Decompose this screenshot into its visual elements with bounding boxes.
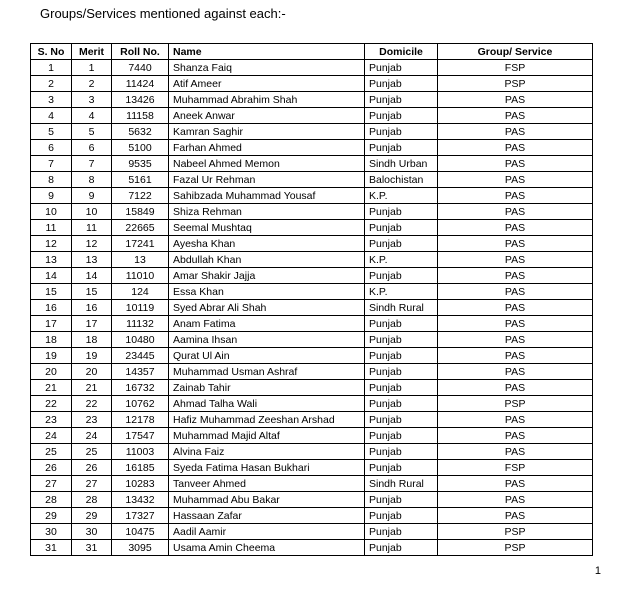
sno-cell: 14 bbox=[31, 268, 72, 284]
merit-cell: 6 bbox=[72, 140, 112, 156]
name-cell: Aadil Aamir bbox=[169, 524, 365, 540]
merit-cell: 29 bbox=[72, 508, 112, 524]
table-row bbox=[31, 220, 593, 236]
merit-cell: 13 bbox=[72, 252, 112, 268]
domicile-cell: Punjab bbox=[365, 380, 438, 396]
roll-no-cell: 124 bbox=[112, 284, 169, 300]
roll-no-cell: 16185 bbox=[112, 460, 169, 476]
table-row bbox=[31, 204, 593, 220]
name-cell: Anam Fatima bbox=[169, 316, 365, 332]
name-cell: Atif Ameer bbox=[169, 76, 365, 92]
group-service-cell: PAS bbox=[438, 220, 593, 236]
merit-cell: 7 bbox=[72, 156, 112, 172]
table-row bbox=[31, 540, 593, 556]
group-service-cell: PAS bbox=[438, 204, 593, 220]
name-cell: Muhammad Abu Bakar bbox=[169, 492, 365, 508]
domicile-cell: Punjab bbox=[365, 396, 438, 412]
merit-cell: 21 bbox=[72, 380, 112, 396]
roll-no-cell: 11132 bbox=[112, 316, 169, 332]
name-cell: Tanveer Ahmed bbox=[169, 476, 365, 492]
roll-no-cell: 5632 bbox=[112, 124, 169, 140]
merit-cell: 28 bbox=[72, 492, 112, 508]
sno-cell: 12 bbox=[31, 236, 72, 252]
column-header-roll-no: Roll No. bbox=[112, 44, 169, 60]
group-service-cell: PAS bbox=[438, 492, 593, 508]
merit-cell: 25 bbox=[72, 444, 112, 460]
sno-cell: 25 bbox=[31, 444, 72, 460]
table-row bbox=[31, 460, 593, 476]
roll-no-cell: 11003 bbox=[112, 444, 169, 460]
column-header-group-service: Group/ Service bbox=[438, 44, 593, 60]
domicile-cell: Punjab bbox=[365, 204, 438, 220]
table-row bbox=[31, 316, 593, 332]
merit-cell: 22 bbox=[72, 396, 112, 412]
domicile-cell: Punjab bbox=[365, 108, 438, 124]
name-cell: Seemal Mushtaq bbox=[169, 220, 365, 236]
table-row bbox=[31, 252, 593, 268]
roll-no-cell: 7440 bbox=[112, 60, 169, 76]
name-cell: Shiza Rehman bbox=[169, 204, 365, 220]
table-row bbox=[31, 284, 593, 300]
name-cell: Syed Abrar Ali Shah bbox=[169, 300, 365, 316]
sno-cell: 10 bbox=[31, 204, 72, 220]
group-service-cell: PAS bbox=[438, 188, 593, 204]
group-service-cell: PAS bbox=[438, 364, 593, 380]
merit-cell: 9 bbox=[72, 188, 112, 204]
sno-cell: 17 bbox=[31, 316, 72, 332]
table-row bbox=[31, 236, 593, 252]
table-row bbox=[31, 492, 593, 508]
sno-cell: 9 bbox=[31, 188, 72, 204]
group-service-cell: PAS bbox=[438, 332, 593, 348]
roll-no-cell: 23445 bbox=[112, 348, 169, 364]
merit-cell: 2 bbox=[72, 76, 112, 92]
column-header-domicile: Domicile bbox=[365, 44, 438, 60]
domicile-cell: Punjab bbox=[365, 364, 438, 380]
table-row bbox=[31, 92, 593, 108]
sno-cell: 24 bbox=[31, 428, 72, 444]
roll-no-cell: 5161 bbox=[112, 172, 169, 188]
column-header-merit: Merit bbox=[72, 44, 112, 60]
domicile-cell: Punjab bbox=[365, 348, 438, 364]
sno-cell: 23 bbox=[31, 412, 72, 428]
domicile-cell: Punjab bbox=[365, 412, 438, 428]
domicile-cell: Punjab bbox=[365, 460, 438, 476]
name-cell: Essa Khan bbox=[169, 284, 365, 300]
domicile-cell: Balochistan bbox=[365, 172, 438, 188]
sno-cell: 3 bbox=[31, 92, 72, 108]
merit-cell: 24 bbox=[72, 428, 112, 444]
merit-cell: 14 bbox=[72, 268, 112, 284]
table-row bbox=[31, 156, 593, 172]
domicile-cell: Punjab bbox=[365, 428, 438, 444]
domicile-cell: Punjab bbox=[365, 220, 438, 236]
merit-cell: 3 bbox=[72, 92, 112, 108]
table-row bbox=[31, 124, 593, 140]
roll-no-cell: 16732 bbox=[112, 380, 169, 396]
sno-cell: 30 bbox=[31, 524, 72, 540]
group-service-cell: FSP bbox=[438, 60, 593, 76]
group-service-cell: PSP bbox=[438, 76, 593, 92]
page-heading: Groups/Services mentioned against each:- bbox=[40, 6, 286, 21]
roll-no-cell: 10762 bbox=[112, 396, 169, 412]
domicile-cell: Punjab bbox=[365, 444, 438, 460]
merit-cell: 10 bbox=[72, 204, 112, 220]
roll-no-cell: 22665 bbox=[112, 220, 169, 236]
name-cell: Kamran Saghir bbox=[169, 124, 365, 140]
table-row bbox=[31, 60, 593, 76]
roll-no-cell: 17241 bbox=[112, 236, 169, 252]
group-service-cell: PSP bbox=[438, 396, 593, 412]
merit-cell: 23 bbox=[72, 412, 112, 428]
group-service-cell: PAS bbox=[438, 236, 593, 252]
name-cell: Shanza Faiq bbox=[169, 60, 365, 76]
name-cell: Amar Shakir Jajja bbox=[169, 268, 365, 284]
domicile-cell: K.P. bbox=[365, 284, 438, 300]
name-cell: Alvina Faiz bbox=[169, 444, 365, 460]
sno-cell: 5 bbox=[31, 124, 72, 140]
table-row bbox=[31, 188, 593, 204]
roll-no-cell: 7122 bbox=[112, 188, 169, 204]
group-service-cell: PAS bbox=[438, 252, 593, 268]
name-cell: Nabeel Ahmed Memon bbox=[169, 156, 365, 172]
domicile-cell: Punjab bbox=[365, 268, 438, 284]
group-service-cell: PAS bbox=[438, 428, 593, 444]
group-service-cell: PAS bbox=[438, 140, 593, 156]
merit-cell: 11 bbox=[72, 220, 112, 236]
name-cell: Hassaan Zafar bbox=[169, 508, 365, 524]
name-cell: Aamina Ihsan bbox=[169, 332, 365, 348]
sno-cell: 21 bbox=[31, 380, 72, 396]
table-row bbox=[31, 172, 593, 188]
domicile-cell: Punjab bbox=[365, 76, 438, 92]
sno-cell: 2 bbox=[31, 76, 72, 92]
table-row bbox=[31, 428, 593, 444]
roll-no-cell: 13432 bbox=[112, 492, 169, 508]
roll-no-cell: 11158 bbox=[112, 108, 169, 124]
name-cell: Syeda Fatima Hasan Bukhari bbox=[169, 460, 365, 476]
group-service-cell: PAS bbox=[438, 92, 593, 108]
domicile-cell: K.P. bbox=[365, 188, 438, 204]
name-cell: Usama Amin Cheema bbox=[169, 540, 365, 556]
sno-cell: 27 bbox=[31, 476, 72, 492]
table-row bbox=[31, 476, 593, 492]
group-service-cell: PAS bbox=[438, 172, 593, 188]
roll-no-cell: 17547 bbox=[112, 428, 169, 444]
table-row bbox=[31, 76, 593, 92]
sno-cell: 28 bbox=[31, 492, 72, 508]
group-service-cell: PSP bbox=[438, 540, 593, 556]
table-row bbox=[31, 508, 593, 524]
name-cell: Hafiz Muhammad Zeeshan Arshad bbox=[169, 412, 365, 428]
sno-cell: 22 bbox=[31, 396, 72, 412]
domicile-cell: Punjab bbox=[365, 492, 438, 508]
results-table bbox=[30, 43, 593, 556]
table-row bbox=[31, 140, 593, 156]
merit-cell: 27 bbox=[72, 476, 112, 492]
table-body bbox=[31, 60, 593, 556]
domicile-cell: Sindh Rural bbox=[365, 300, 438, 316]
roll-no-cell: 12178 bbox=[112, 412, 169, 428]
name-cell: Ayesha Khan bbox=[169, 236, 365, 252]
sno-cell: 15 bbox=[31, 284, 72, 300]
sno-cell: 18 bbox=[31, 332, 72, 348]
merit-cell: 12 bbox=[72, 236, 112, 252]
group-service-cell: PAS bbox=[438, 108, 593, 124]
name-cell: Farhan Ahmed bbox=[169, 140, 365, 156]
roll-no-cell: 9535 bbox=[112, 156, 169, 172]
name-cell: Abdullah Khan bbox=[169, 252, 365, 268]
merit-cell: 15 bbox=[72, 284, 112, 300]
group-service-cell: PAS bbox=[438, 284, 593, 300]
column-header-name: Name bbox=[169, 44, 365, 60]
merit-cell: 31 bbox=[72, 540, 112, 556]
roll-no-cell: 10119 bbox=[112, 300, 169, 316]
table-row bbox=[31, 444, 593, 460]
name-cell: Muhammad Usman Ashraf bbox=[169, 364, 365, 380]
merit-cell: 17 bbox=[72, 316, 112, 332]
sno-cell: 29 bbox=[31, 508, 72, 524]
roll-no-cell: 13 bbox=[112, 252, 169, 268]
column-header-sno: S. No bbox=[31, 44, 72, 60]
merit-cell: 16 bbox=[72, 300, 112, 316]
sno-cell: 16 bbox=[31, 300, 72, 316]
group-service-cell: PAS bbox=[438, 508, 593, 524]
sno-cell: 8 bbox=[31, 172, 72, 188]
group-service-cell: PAS bbox=[438, 444, 593, 460]
table-header-row bbox=[31, 44, 593, 60]
roll-no-cell: 10283 bbox=[112, 476, 169, 492]
roll-no-cell: 14357 bbox=[112, 364, 169, 380]
table-row bbox=[31, 380, 593, 396]
group-service-cell: PAS bbox=[438, 412, 593, 428]
domicile-cell: Punjab bbox=[365, 140, 438, 156]
sno-cell: 20 bbox=[31, 364, 72, 380]
table-row bbox=[31, 332, 593, 348]
roll-no-cell: 17327 bbox=[112, 508, 169, 524]
sno-cell: 19 bbox=[31, 348, 72, 364]
merit-cell: 30 bbox=[72, 524, 112, 540]
table-row bbox=[31, 348, 593, 364]
name-cell: Sahibzada Muhammad Yousaf bbox=[169, 188, 365, 204]
merit-cell: 8 bbox=[72, 172, 112, 188]
domicile-cell: Punjab bbox=[365, 524, 438, 540]
group-service-cell: PAS bbox=[438, 348, 593, 364]
group-service-cell: PSP bbox=[438, 524, 593, 540]
group-service-cell: FSP bbox=[438, 460, 593, 476]
sno-cell: 1 bbox=[31, 60, 72, 76]
sno-cell: 4 bbox=[31, 108, 72, 124]
sno-cell: 6 bbox=[31, 140, 72, 156]
table-row bbox=[31, 300, 593, 316]
domicile-cell: Punjab bbox=[365, 508, 438, 524]
domicile-cell: Sindh Rural bbox=[365, 476, 438, 492]
merit-cell: 5 bbox=[72, 124, 112, 140]
group-service-cell: PAS bbox=[438, 300, 593, 316]
sno-cell: 7 bbox=[31, 156, 72, 172]
roll-no-cell: 10475 bbox=[112, 524, 169, 540]
domicile-cell: Punjab bbox=[365, 92, 438, 108]
sno-cell: 26 bbox=[31, 460, 72, 476]
domicile-cell: Punjab bbox=[365, 316, 438, 332]
page-number: 1 bbox=[594, 565, 601, 577]
merit-cell: 26 bbox=[72, 460, 112, 476]
domicile-cell: Punjab bbox=[365, 540, 438, 556]
name-cell: Muhammad Abrahim Shah bbox=[169, 92, 365, 108]
table-row bbox=[31, 524, 593, 540]
group-service-cell: PAS bbox=[438, 316, 593, 332]
roll-no-cell: 15849 bbox=[112, 204, 169, 220]
table-row bbox=[31, 412, 593, 428]
group-service-cell: PAS bbox=[438, 124, 593, 140]
sno-cell: 31 bbox=[31, 540, 72, 556]
name-cell: Muhammad Majid Altaf bbox=[169, 428, 365, 444]
sno-cell: 13 bbox=[31, 252, 72, 268]
domicile-cell: Punjab bbox=[365, 124, 438, 140]
domicile-cell: Sindh Urban bbox=[365, 156, 438, 172]
merit-cell: 18 bbox=[72, 332, 112, 348]
domicile-cell: Punjab bbox=[365, 236, 438, 252]
domicile-cell: Punjab bbox=[365, 332, 438, 348]
roll-no-cell: 5100 bbox=[112, 140, 169, 156]
domicile-cell: Punjab bbox=[365, 60, 438, 76]
merit-cell: 20 bbox=[72, 364, 112, 380]
name-cell: Aneek Anwar bbox=[169, 108, 365, 124]
group-service-cell: PAS bbox=[438, 156, 593, 172]
merit-cell: 4 bbox=[72, 108, 112, 124]
merit-cell: 19 bbox=[72, 348, 112, 364]
roll-no-cell: 13426 bbox=[112, 92, 169, 108]
group-service-cell: PAS bbox=[438, 268, 593, 284]
roll-no-cell: 10480 bbox=[112, 332, 169, 348]
sno-cell: 11 bbox=[31, 220, 72, 236]
roll-no-cell: 11010 bbox=[112, 268, 169, 284]
roll-no-cell: 11424 bbox=[112, 76, 169, 92]
group-service-cell: PAS bbox=[438, 380, 593, 396]
table-row bbox=[31, 364, 593, 380]
domicile-cell: K.P. bbox=[365, 252, 438, 268]
table-row bbox=[31, 108, 593, 124]
name-cell: Fazal Ur Rehman bbox=[169, 172, 365, 188]
merit-cell: 1 bbox=[72, 60, 112, 76]
table-row bbox=[31, 268, 593, 284]
roll-no-cell: 3095 bbox=[112, 540, 169, 556]
name-cell: Qurat Ul Ain bbox=[169, 348, 365, 364]
table-row bbox=[31, 396, 593, 412]
name-cell: Zainab Tahir bbox=[169, 380, 365, 396]
name-cell: Ahmad Talha Wali bbox=[169, 396, 365, 412]
group-service-cell: PAS bbox=[438, 476, 593, 492]
